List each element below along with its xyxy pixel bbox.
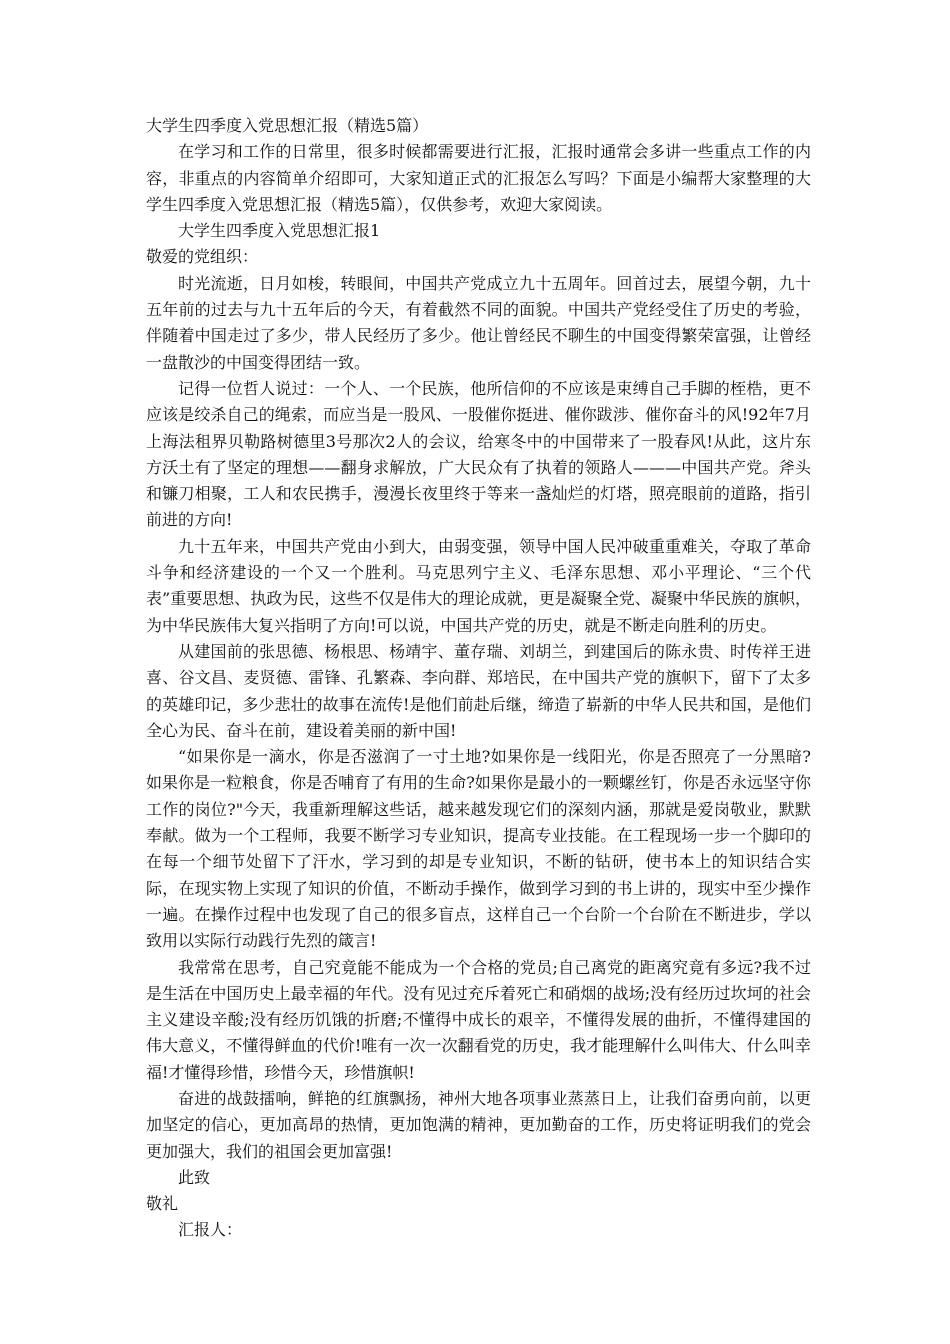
document-title: 大学生四季度入党思想汇报（精选5篇） (146, 116, 429, 135)
reporter-line: 汇报人： (178, 1220, 243, 1240)
closing-ci-zhi: 此致 (178, 1167, 211, 1187)
intro-paragraph: 在学习和工作的日常里，很多时候都需要进行汇报，汇报时通常会多讲一些重点工作的内容，非重点的内容简单介绍即可，大家知道正式的汇报怎么写吗？下面是小编帮大家整理的大学生四季度入党思想汇报（精选5篇），仅供参考，欢迎大家阅读。 (146, 142, 811, 214)
body-paragraph: 奋进的战鼓擂响，鲜艳的红旗飘扬，神州大地各项事业蒸蒸日上，让我们奋勇向前，以更加坚定的信心，更加高昂的热情，更加饱满的精神，更加勤奋的工作，历史将证明我们的党会更加强大，我们的祖国会更加富强! (146, 1088, 811, 1161)
section-heading: 大学生四季度入党思想汇报1 (178, 221, 381, 241)
body-paragraph: 时光流逝，日月如梭，转眼间，中国共产党成立九十五周年。回首过去，展望今朝，九十五年前的过去与九十五年后的今天，有着截然不同的面貌。中国共产党经受住了历史的考验，伴随着中国走过了多少，带人民经历了多少。他让曾经民不聊生的中国变得繁荣富强，让曾经一盘散沙的中国变得团结一致。 (146, 273, 811, 372)
body-paragraph: 我常常在思考，自己究竟能不能成为一个合格的党员;自己离党的距离究竟有多远?我不过是生活在中国历史上最幸福的年代。没有见过充斥着死亡和硝烟的战场;没有经历过坎坷的社会主义建设辛酸;没有经历饥饿的折磨;不懂得中成长的艰辛，不懂得发展的曲折，不懂得建国的伟大意义，不懂得鲜血的代价!唯有一次一次翻看党的历史，我才能理解什么叫伟大、什么叫幸福!才懂得珍惜，珍惜今天，珍惜旗帜! (146, 957, 811, 1082)
salutation: 敬爱的党组织： (146, 247, 259, 267)
body-paragraph: 从建国前的张思德、杨根思、杨靖宇、董存瑞、刘胡兰，到建国后的陈永贵、时传祥王进喜、谷文昌、麦贤德、雷锋、孔繁森、李向群、郑培民，在中国共产党的旗帜下，留下了太多的英雄印记，多少悲壮的故事在流传!是他们前赴后继，缔造了崭新的中华人民共和国，是他们全心为民、奋斗在前，建设着美丽的新中国! (146, 641, 811, 740)
body-paragraph: 记得一位哲人说过：一个人、一个民族，他所信仰的不应该是束缚自己手脚的桎梏，更不应该是绞杀自己的绳索，而应当是一股风、一股催你挺进、催你跋涉、催你奋斗的风!92年7月上海法租界贝勒路树德里3号那次2人的会议，给寒冬中的中国带来了一股春风!从此，这片东方沃土有了坚定的理想——翻身求解放，广大民众有了执着的领路人———中国共产党。斧头和镰刀相聚，工人和农民携手，漫漫长夜里终于等来一盏灿烂的灯塔，照亮眼前的道路，指引前进的方向! (146, 378, 811, 530)
body-paragraph: “如果你是一滴水，你是否滋润了一寸土地?如果你是一线阳光，你是否照亮了一分黑暗?如果你是一粒粮食，你是否哺育了有用的生命?如果你是最小的一颗螺丝钉，你是否永远坚守你工作的岗位?"今天，我重新理解这些话，越来越发现它们的深刻内涵，那就是爱岗敬业，默默奉献。做为一个工程师，我要不断学习专业知识，提高专业技能。在工程现场一步一个脚印的在每一个细节处留下了汗水，学习到的却是专业知识，不断的钻研，使书本上的知识结合实际，在现实物上实现了知识的价值，不断动手操作，做到学习到的书上讲的，现实中至少操作一遍。在操作过程中也发现了自己的很多盲点，这样自己一个台阶一个台阶在不断进步，学以致用以实际行动践行先烈的箴言! (146, 747, 811, 951)
body-paragraph: 九十五年来，中国共产党由小到大，由弱变强，领导中国人民冲破重重难关，夺取了革命斗争和经济建设的一个又一个胜利。马克思列宁主义、毛泽东思想、邓小平理论、“三个代表”重要思想、执政为民，这些不仅是伟大的理论成就，更是凝聚全党、凝聚中华民族的旗帜，为中华民族伟大复兴指明了方向!可以说，中国共产党的历史，就是不断走向胜利的历史。 (146, 536, 811, 635)
closing-jing-li: 敬礼 (146, 1194, 179, 1214)
document-body (146, 113, 811, 1244)
